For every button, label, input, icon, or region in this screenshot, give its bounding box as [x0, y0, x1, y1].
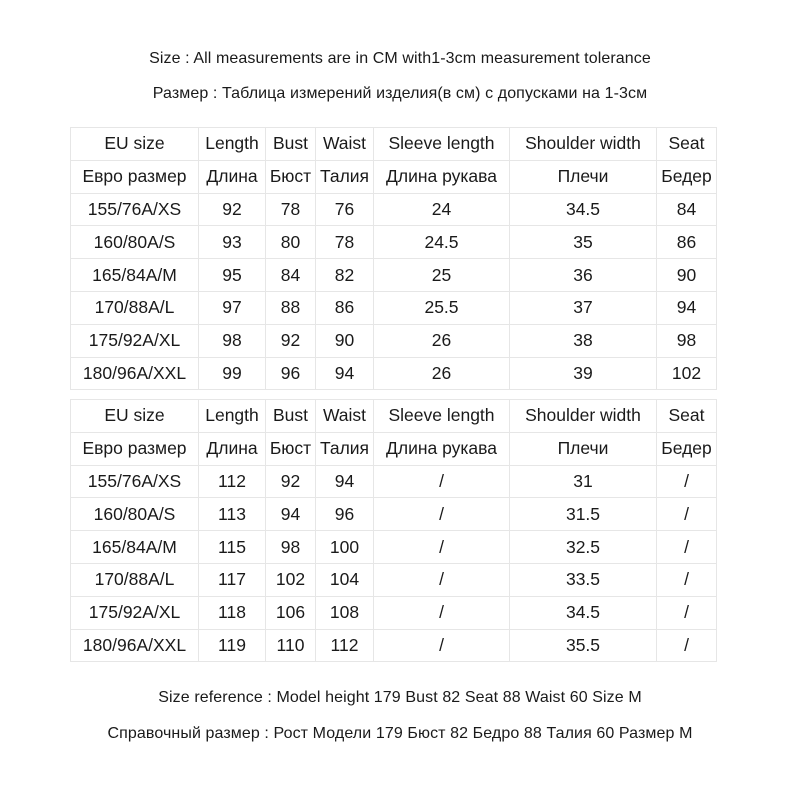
table-cell: /	[374, 629, 510, 662]
table-cell: 36	[510, 259, 657, 292]
header-row-ru	[71, 432, 717, 465]
table-cell: 93	[199, 226, 266, 259]
column-header: Shoulder width	[510, 400, 657, 433]
table-cell: 175/92A/XL	[71, 324, 199, 357]
table-cell: 84	[266, 259, 316, 292]
table-cell: 86	[657, 226, 717, 259]
table-cell: 106	[266, 596, 316, 629]
table-cell: 76	[316, 193, 374, 226]
table-row	[71, 629, 717, 662]
table-cell: 160/80A/S	[71, 226, 199, 259]
header-row-en	[71, 128, 717, 161]
column-header: Sleeve length	[374, 128, 510, 161]
table-cell: /	[374, 498, 510, 531]
column-header: Бедер	[657, 432, 717, 465]
table-cell: 90	[657, 259, 717, 292]
column-header: Длина рукава	[374, 160, 510, 193]
table-cell: 94	[657, 291, 717, 324]
column-header: EU size	[71, 400, 199, 433]
column-header: Евро размер	[71, 160, 199, 193]
table-cell: 32.5	[510, 531, 657, 564]
table-cell: 112	[199, 465, 266, 498]
table-cell: 80	[266, 226, 316, 259]
table-cell: 155/76A/XS	[71, 193, 199, 226]
table-cell: 34.5	[510, 596, 657, 629]
table-cell: 95	[199, 259, 266, 292]
table-cell: 108	[316, 596, 374, 629]
table-cell: 35	[510, 226, 657, 259]
column-header: Талия	[316, 160, 374, 193]
column-header: Sleeve length	[374, 400, 510, 433]
table-cell: 102	[657, 357, 717, 390]
table-cell: 78	[316, 226, 374, 259]
column-header: Shoulder width	[510, 128, 657, 161]
table-cell: 24	[374, 193, 510, 226]
table-cell: 92	[266, 465, 316, 498]
column-header: Бюст	[266, 432, 316, 465]
table-row	[71, 193, 717, 226]
table-cell: /	[374, 531, 510, 564]
table-cell: 180/96A/XXL	[71, 629, 199, 662]
table-cell: 88	[266, 291, 316, 324]
column-header: Seat	[657, 400, 717, 433]
table-cell: /	[657, 596, 717, 629]
table-cell: 99	[199, 357, 266, 390]
table-cell: 165/84A/M	[71, 259, 199, 292]
table-cell: 170/88A/L	[71, 563, 199, 596]
table-cell: 160/80A/S	[71, 498, 199, 531]
table-cell: 117	[199, 563, 266, 596]
table-cell: 96	[266, 357, 316, 390]
table-cell: 112	[316, 629, 374, 662]
table-cell: 180/96A/XXL	[71, 357, 199, 390]
column-header: Length	[199, 400, 266, 433]
table-cell: 118	[199, 596, 266, 629]
table-cell: 31	[510, 465, 657, 498]
table-cell: 26	[374, 357, 510, 390]
table-row	[71, 259, 717, 292]
column-header: Бедер	[657, 160, 717, 193]
size-reference-en: Size reference : Model height 179 Bust 82 Seat 88 Waist 60 Size M	[158, 689, 642, 706]
table-cell: 102	[266, 563, 316, 596]
column-header: Bust	[266, 128, 316, 161]
column-header: Длина	[199, 432, 266, 465]
table-cell: 25	[374, 259, 510, 292]
table-cell: 97	[199, 291, 266, 324]
table-row	[71, 465, 717, 498]
table-cell: /	[374, 563, 510, 596]
table-cell: /	[374, 465, 510, 498]
column-header: Плечи	[510, 160, 657, 193]
table-cell: 35.5	[510, 629, 657, 662]
table-cell: 165/84A/M	[71, 531, 199, 564]
column-header: Length	[199, 128, 266, 161]
column-header: Бюст	[266, 160, 316, 193]
column-header: Плечи	[510, 432, 657, 465]
table-row	[71, 596, 717, 629]
table-cell: 25.5	[374, 291, 510, 324]
table-cell: 34.5	[510, 193, 657, 226]
table-cell: 33.5	[510, 563, 657, 596]
table-cell: 78	[266, 193, 316, 226]
table-cell: 39	[510, 357, 657, 390]
column-header: Талия	[316, 432, 374, 465]
header-row-en	[71, 400, 717, 433]
table-cell: 155/76A/XS	[71, 465, 199, 498]
table-row	[71, 226, 717, 259]
table-cell: /	[657, 629, 717, 662]
table-cell: 92	[266, 324, 316, 357]
table-row	[71, 291, 717, 324]
table-cell: 100	[316, 531, 374, 564]
column-header: Bust	[266, 400, 316, 433]
table-row	[71, 531, 717, 564]
table-cell: /	[374, 596, 510, 629]
table-cell: 104	[316, 563, 374, 596]
table-cell: 38	[510, 324, 657, 357]
table-cell: 98	[266, 531, 316, 564]
table-cell: 119	[199, 629, 266, 662]
column-header: Евро размер	[71, 432, 199, 465]
size-table-2	[70, 399, 717, 662]
header-line-en: Size : All measurements are in CM with1-3cm measurement tolerance	[149, 50, 651, 67]
table-row	[71, 498, 717, 531]
table-cell: 94	[266, 498, 316, 531]
size-reference-ru: Справочный размер : Рост Модели 179 Бюст 82 Бедро 88 Талия 60 Размер M	[107, 725, 693, 742]
column-header: EU size	[71, 128, 199, 161]
table-cell: 37	[510, 291, 657, 324]
size-table-1	[70, 127, 717, 390]
table-cell: /	[657, 498, 717, 531]
table-cell: 94	[316, 357, 374, 390]
table-cell: /	[657, 531, 717, 564]
table-cell: 113	[199, 498, 266, 531]
column-header: Waist	[316, 400, 374, 433]
table-cell: 90	[316, 324, 374, 357]
table-cell: 110	[266, 629, 316, 662]
table-row	[71, 563, 717, 596]
column-header: Waist	[316, 128, 374, 161]
table-cell: 24.5	[374, 226, 510, 259]
table-cell: 175/92A/XL	[71, 596, 199, 629]
header-row-ru	[71, 160, 717, 193]
header-line-ru: Размер : Таблица измерений изделия(в см) с допусками на 1-3см	[152, 85, 648, 102]
table-row	[71, 324, 717, 357]
table-cell: 86	[316, 291, 374, 324]
table-cell: 170/88A/L	[71, 291, 199, 324]
table-cell: 31.5	[510, 498, 657, 531]
column-header: Seat	[657, 128, 717, 161]
table-cell: 26	[374, 324, 510, 357]
table-cell: 84	[657, 193, 717, 226]
table-cell: 82	[316, 259, 374, 292]
table-cell: 94	[316, 465, 374, 498]
table-cell: 92	[199, 193, 266, 226]
table-cell: 98	[657, 324, 717, 357]
column-header: Длина рукава	[374, 432, 510, 465]
table-cell: /	[657, 563, 717, 596]
table-cell: 98	[199, 324, 266, 357]
table-row	[71, 357, 717, 390]
column-header: Длина	[199, 160, 266, 193]
table-cell: 96	[316, 498, 374, 531]
table-cell: /	[657, 465, 717, 498]
table-cell: 115	[199, 531, 266, 564]
